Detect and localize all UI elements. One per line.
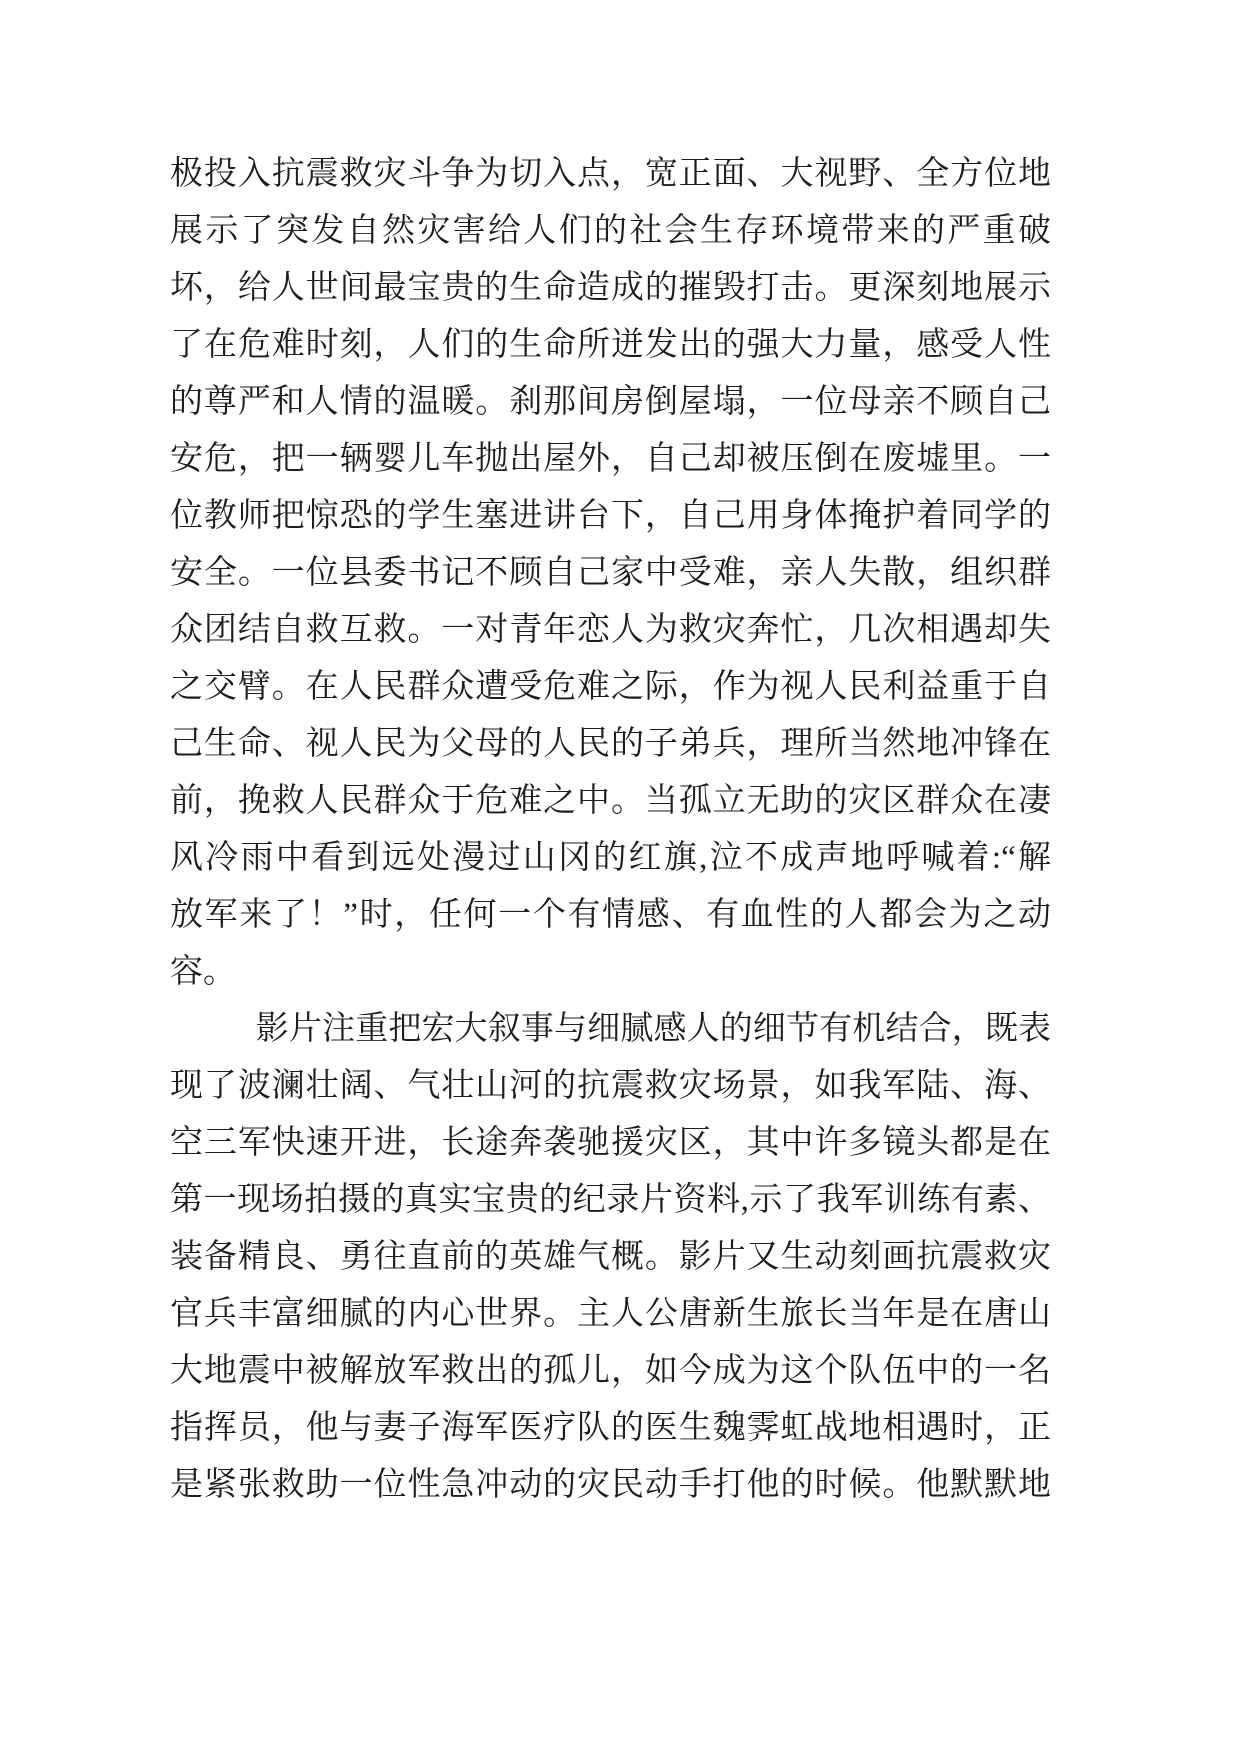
text-line: 极投入抗震救灾斗争为切入点，宽正面、大视野、全方位地 [170, 156, 1051, 192]
text-line: 风冷雨中看到远处漫过山冈的红旗,泣不成声地呼喊着:“解 [170, 840, 1051, 876]
text-line: 空三军快速开进，长途奔袭驰援灾区，其中许多镜头都是在 [170, 1125, 1051, 1161]
text-line: 坏，给人世间最宝贵的生命造成的摧毁打击。更深刻地展示 [170, 270, 1051, 306]
text-line: 容。 [170, 954, 236, 990]
text-line: 是紧张救助一位性急冲动的灾民动手打他的时候。他默默地 [170, 1467, 1051, 1503]
text-line: 己生命、视人民为父母的人民的子弟兵，理所当然地冲锋在 [170, 726, 1051, 762]
text-line: 放军来了！”时，任何一个有情感、有血性的人都会为之动 [170, 897, 1051, 933]
text-line: 的尊严和人情的温暖。刹那间房倒屋塌，一位母亲不顾自己 [170, 384, 1051, 420]
text-line: 影片注重把宏大叙事与细腻感人的细节有机结合，既表 [255, 1011, 1051, 1047]
text-line: 安全。一位县委书记不顾自己家中受难，亲人失散，组织群 [170, 555, 1051, 591]
text-line: 指挥员，他与妻子海军医疗队的医生魏霁虹战地相遇时，正 [170, 1410, 1051, 1446]
text-line: 安危，把一辆婴儿车抛出屋外，自己却被压倒在废墟里。一 [170, 441, 1051, 477]
text-line: 现了波澜壮阔、气壮山河的抗震救灾场景，如我军陆、海、 [170, 1068, 1051, 1104]
text-line: 之交臂。在人民群众遭受危难之际，作为视人民利益重于自 [170, 669, 1051, 705]
paragraph-body [170, 1001, 1051, 1514]
text-line: 装备精良、勇往直前的英雄气概。影片又生动刻画抗震救灾 [170, 1239, 1051, 1275]
text-line: 众团结自救互救。一对青年恋人为救灾奔忙，几次相遇却失 [170, 612, 1051, 648]
text-line: 官兵丰富细腻的内心世界。主人公唐新生旅长当年是在唐山 [170, 1296, 1051, 1332]
text-line: 了在危难时刻，人们的生命所迸发出的强大力量，感受人性 [170, 327, 1051, 363]
paragraph-continuation [170, 146, 1051, 1001]
text-line: 大地震中被解放军救出的孤儿，如今成为这个队伍中的一名 [170, 1353, 1051, 1389]
text-line: 位教师把惊恐的学生塞进讲台下，自己用身体掩护着同学的 [170, 498, 1051, 534]
text-line: 前，挽救人民群众于危难之中。当孤立无助的灾区群众在凄 [170, 783, 1051, 819]
text-line: 第一现场拍摄的真实宝贵的纪录片资料,示了我军训练有素、 [170, 1182, 1051, 1218]
document-text-block [170, 146, 1051, 1514]
text-line: 展示了突发自然灾害给人们的社会生存环境带来的严重破 [170, 213, 1051, 249]
